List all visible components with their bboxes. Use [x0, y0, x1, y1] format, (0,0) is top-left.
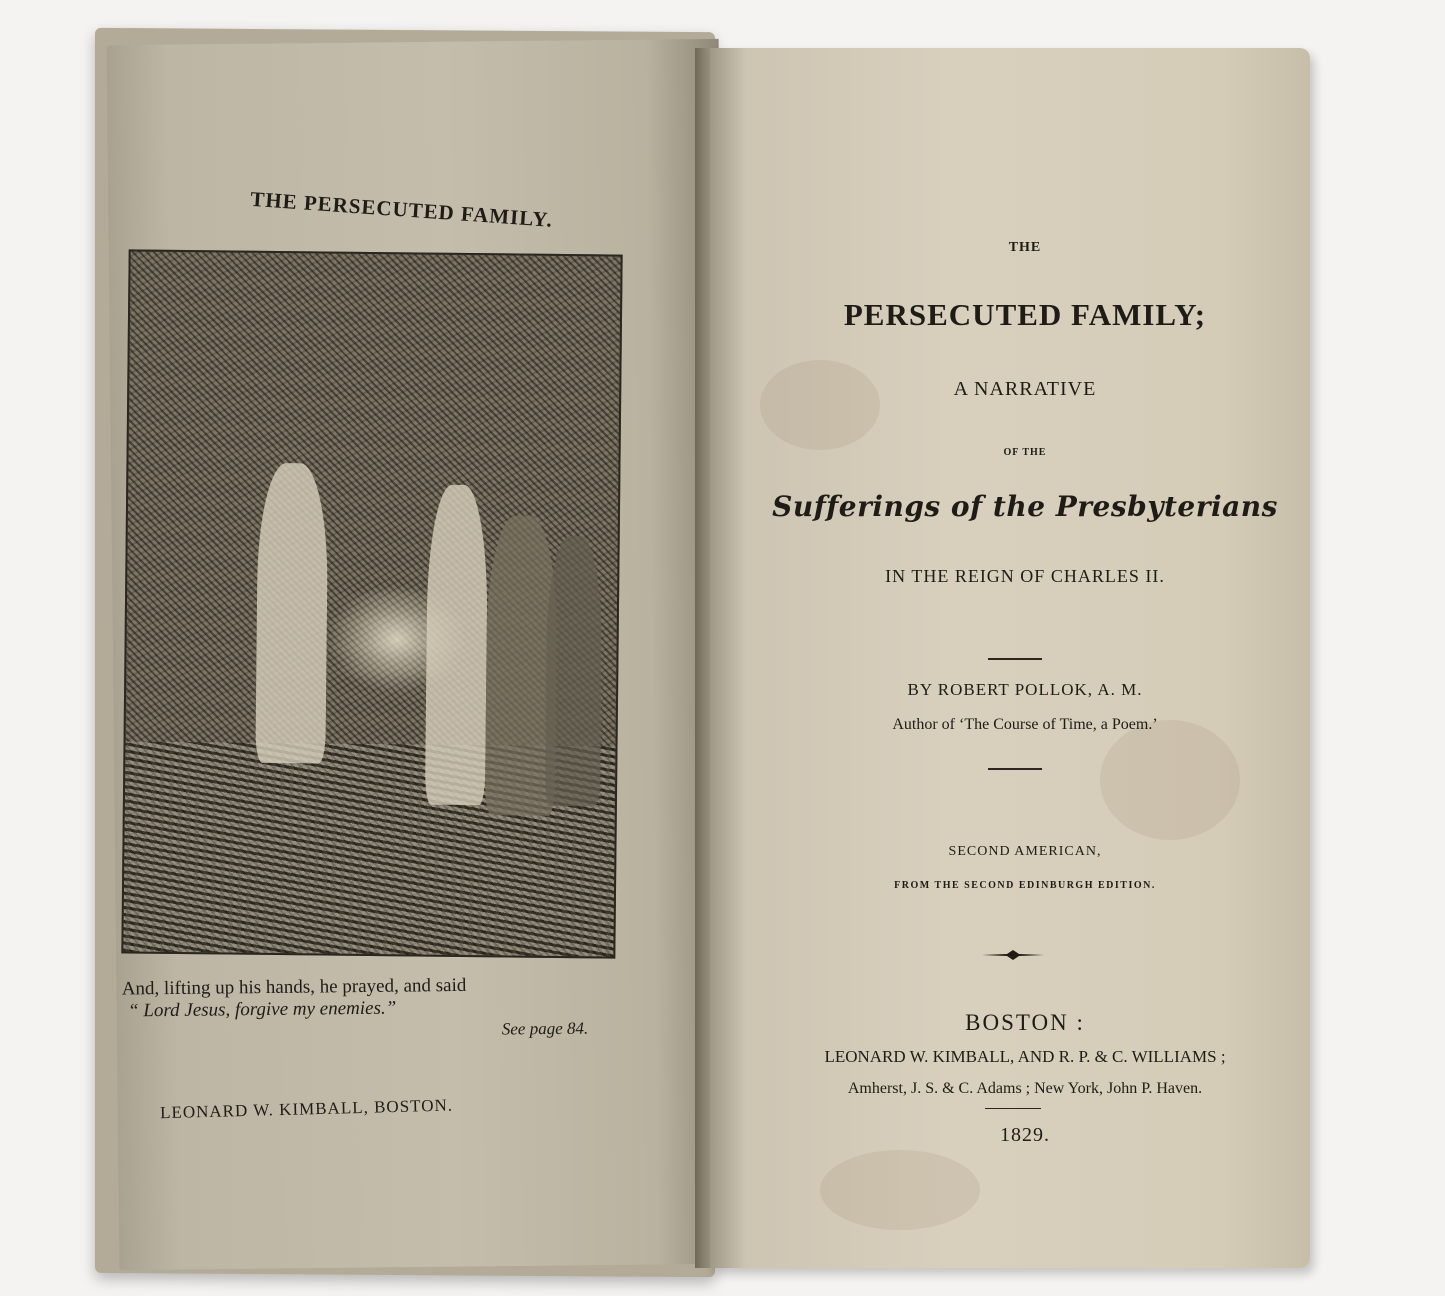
title-article: THE — [1008, 240, 1042, 255]
page-reference: See page 84. — [501, 1018, 589, 1039]
caption-quote: “ Lord Jesus, forgive my enemies.” — [127, 997, 397, 1022]
officer-figure — [425, 485, 488, 806]
subtitle-connector: OF THE — [1003, 447, 1047, 458]
imprint-city: BOSTON : — [965, 1010, 1085, 1035]
author-line: BY ROBERT POLLOK, A. M. — [907, 680, 1143, 699]
illustration-caption — [122, 973, 603, 1044]
publisher-line: LEONARD W. KIMBALL, AND R. P. & C. WILLIAMS ; — [824, 1047, 1226, 1066]
caption-line: And, lifting up his hands, he prayed, and said — [121, 974, 467, 1000]
frontispiece-imprint: LEONARD W. KIMBALL, BOSTON. — [159, 1095, 454, 1123]
divider-rule — [988, 768, 1042, 770]
publisher-line-2: Amherst, J. S. & C. Adams ; New York, John P. Haven. — [847, 1080, 1203, 1097]
divider-rule — [988, 658, 1042, 660]
edition-source: FROM THE SECOND EDINBURGH EDITION. — [894, 880, 1156, 891]
book-subtitle: A NARRATIVE — [953, 378, 1097, 400]
minister-figure — [255, 463, 328, 764]
publication-year: 1829. — [1000, 1124, 1050, 1146]
foxing-stain — [760, 360, 880, 450]
book-title: PERSECUTED FAMILY; — [843, 297, 1207, 332]
foxing-stain — [1100, 720, 1240, 840]
soldier-figure — [545, 536, 603, 807]
blackletter-subtitle: Sufferings of the Presbyterians — [772, 490, 1278, 523]
reign-line: IN THE REIGN OF CHARLES II. — [885, 566, 1165, 586]
engraving-illustration — [121, 249, 622, 958]
ornament-dash-icon — [982, 950, 1044, 960]
divider-rule — [985, 1108, 1041, 1109]
edition-line: SECOND AMERICAN, — [948, 844, 1102, 859]
foxing-stain — [820, 1150, 980, 1230]
frontispiece-title: THE PERSECUTED FAMILY. — [249, 186, 554, 232]
author-credit: Author of ‘The Course of Time, a Poem.’ — [892, 716, 1158, 733]
